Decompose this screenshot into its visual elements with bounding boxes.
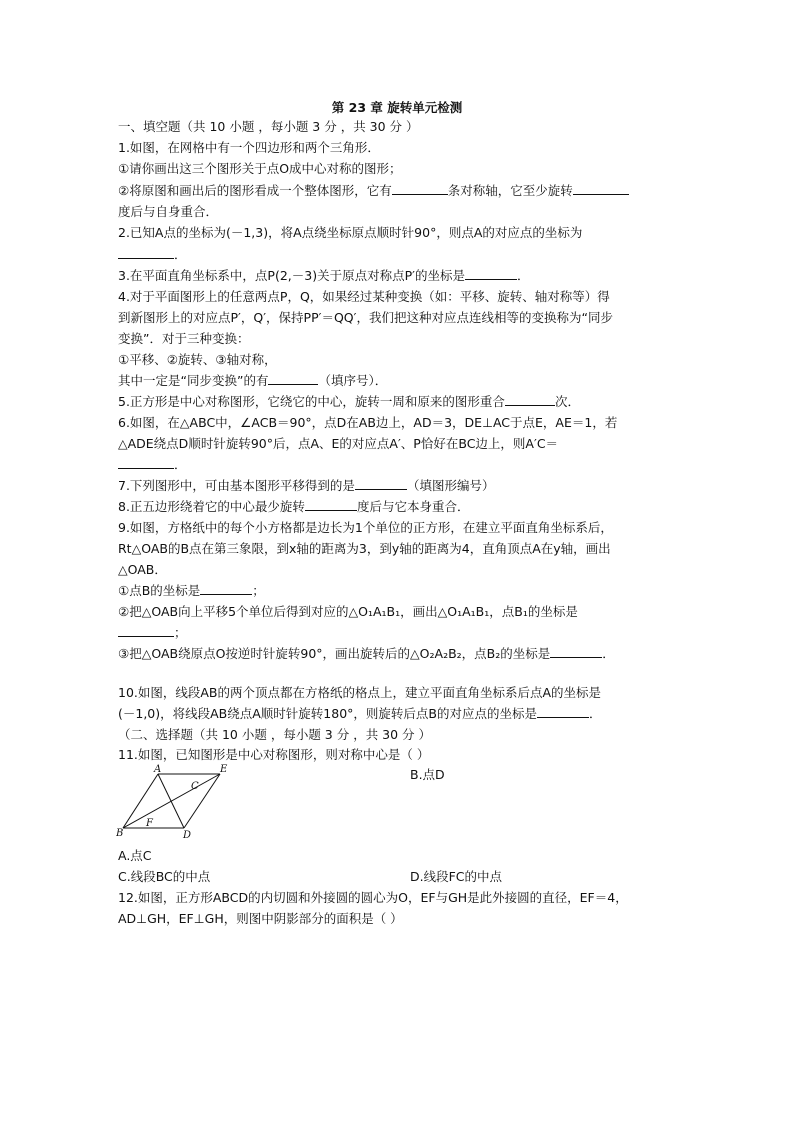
q9-text-4: ①点B的坐标是 [118,583,201,598]
q5-text-b: 次． [554,394,580,409]
q11-option-d[interactable]: D.线段FC的中点 [410,869,503,884]
page-title: 第 23 章 旋转单元检测 [331,100,463,115]
q9-line-6: ③把△OAB绕原点O按逆时针旋转90°，画出旋转后的△O₂A₂B₂，点B₂的坐标是 ． [118,646,615,661]
q1-part-b-text-1: ②将原图和画出后的图形看成一个整体图形，它有 [118,183,392,198]
q1-part-b-text-2: 条对称轴，它至少旋转 [447,183,573,198]
q11-option-c[interactable]: C.线段BC的中点 [118,869,211,884]
q1-part-c: 度后与自身重合． [118,204,219,219]
q3-blank[interactable] [465,267,517,280]
q11-label-c: C [191,781,199,792]
q4-text-5b: （填序号）． [318,373,388,388]
q9-text-6: ③把△OAB绕原点O按逆时针旋转90°，画出旋转后的△O₂A₂B₂，点B₂的坐标是 [118,646,551,661]
q10-text-2: (－1,0)，将线段AB绕点A顺时针旋转180°，则旋转后点B的对应点的坐标是 [118,706,537,721]
q7-text-b: （填图形编号） [406,478,495,493]
q9-line-3: △OAB． [118,562,167,577]
q8-text-b: 度后与它本身重合． [356,499,470,514]
q11-stem: 11.如图，已知图形是中心对称图形，则对称中心是（ ） [118,747,430,762]
q11-segment-ed [184,774,220,828]
q5-stem [118,393,580,411]
q4-line-5 [118,372,387,390]
q12-line-1: 12.如图，正方形ABCD的内切圆和外接圆的圆心为O，EF与GH是此外接圆的直径，EF＝4， [118,890,628,905]
q9-answer-line-5: ； [118,624,187,642]
q9-blank-b1[interactable] [118,624,174,637]
q12-line-2: AD⊥GH，EF⊥GH，则图中阴影部分的面积是（ ） [118,911,403,926]
q8-blank[interactable] [305,498,357,511]
q9-line-1: 9.如图，方格纸中的每个小方格都是边长为1个单位的正方形，在建立平面直角坐标系后， [118,520,613,535]
q2-blank[interactable] [118,246,174,259]
q2-answer-line: ． [118,246,187,264]
q1-blank-degrees[interactable] [573,182,629,195]
q9-blank-b2[interactable] [550,645,602,658]
q4-line-2: 到新图形上的对应点P′，Q′，保持PP′＝QQ′，我们把这种对应点连线相等的变换称为“同步 [118,310,613,325]
q9-line-4: ①点B的坐标是 ； [118,583,265,598]
q10-line-2: (－1,0)，将线段AB绕点A顺时针旋转180°，则旋转后点B的对应点的坐标是 ． [118,706,602,721]
q6-line-1: 6.如图，在△ABC中，∠ACB＝90°，点D在AB边上，AD＝3，DE⊥AC于点E，AE＝1，若 [118,415,618,430]
section-fill-heading: 一、填空题（共 10 小题 ，每小题 3 分 ，共 30 分 ） [118,119,419,134]
q11-label-a: A [154,764,162,775]
q9-line-5: ②把△OAB向上平移5个单位后得到对应的△O₁A₁B₁，画出△O₁A₁B₁，点B₁的坐标是 [118,604,578,619]
q4-line-4: ①平移、②旋转、③轴对称， [118,352,277,367]
q9-line-2: Rt△OAB的B点在第三象限，到x轴的距离为3，到y轴的距离为4，直角顶点A在y轴，画出 [118,541,611,556]
q11-label-f: F [146,818,153,829]
q5-text-a: 5.正方形是中心对称图形，它绕它的中心，旋转一周和原来的图形重合 [118,394,505,409]
q1-stem: 1.如图，在网格中有一个四边形和两个三角形． [118,140,380,155]
q11-label-b: B [116,828,124,839]
q6-line-2: △ADE绕点D顺时针旋转90°后，点A、E的对应点A′、P恰好在BC边上，则A′C＝ [118,436,559,451]
section-choice-heading: （二、选择题（共 10 小题 ，每小题 3 分 ，共 30 分 ） [118,727,432,742]
q8-stem [118,498,469,516]
q11-parallelogram-figure [116,762,236,840]
q4-line-3: 变换”．对于三种变换： [118,331,250,346]
q6-answer-line: ． [118,456,187,474]
q11-option-a[interactable]: A.点C [118,848,152,863]
q2-stem: 2.已知A点的坐标为(－1,3)，将A点绕坐标原点顺时针90°，则点A的对应点的坐标为 [118,225,583,240]
q4-text-5a: 其中一定是“同步变换”的有 [118,373,269,388]
q5-blank[interactable] [505,393,555,406]
q8-text-a: 8.正五边形绕着它的中心最少旋转 [118,499,305,514]
q10-line-1: 10.如图，线段AB的两个顶点都在方格纸的格点上，建立平面直角坐标系后点A的坐标是 [118,685,602,700]
q6-blank[interactable] [118,456,174,469]
q11-label-d: D [183,830,192,840]
q10-blank[interactable] [537,705,589,718]
q11-option-b[interactable]: B.点D [410,767,445,782]
q1-part-a: ①请你画出这三个图形关于点O成中心对称的图形； [118,161,402,176]
q11-segment-be [123,774,220,828]
q3-stem: 3.在平面直角坐标系中，点P(2,－3)关于原点对称点P′的坐标是 ． [118,268,530,283]
q4-blank[interactable] [268,372,318,385]
q7-stem [118,477,494,495]
q11-label-e: E [220,764,228,775]
q7-text-a: 7.下列图形中，可由基本图形平移得到的是 [118,478,355,493]
q1-part-b [118,182,629,200]
q1-blank-axes[interactable] [392,182,448,195]
q4-line-1: 4.对于平面图形上的任意两点P，Q，如果经过某种变换（如：平移、旋转、轴对称等）得 [118,289,610,304]
q9-blank-b[interactable] [200,582,252,595]
q3-text: 3.在平面直角坐标系中，点P(2,－3)关于原点对称点P′的坐标是 [118,268,465,283]
q7-blank[interactable] [355,477,407,490]
